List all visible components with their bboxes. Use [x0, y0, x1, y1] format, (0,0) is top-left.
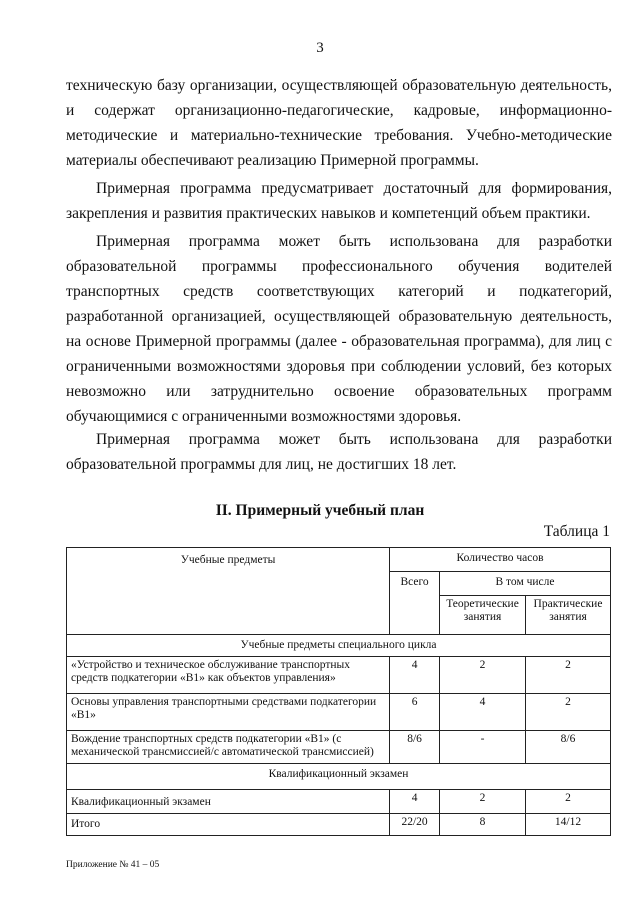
subject-name: Квалификационный экзамен: [67, 790, 390, 814]
section-exam: Квалификационный экзамен: [67, 764, 611, 790]
paragraph-2: [66, 176, 612, 226]
total-practice: 14/12: [526, 814, 611, 836]
header-including: В том числе: [440, 572, 611, 596]
hours-theory: 4: [440, 694, 526, 731]
hours-total: 4: [390, 790, 440, 814]
subject-name: «Устройство и техническое обслуживание транспортных средств подкатегории «B1» как объектов управления»: [67, 657, 390, 694]
paragraph-text: Примерная программа предусматривает достаточный для формирования, закрепления и развития практических навыков и компетенций объем практики.: [66, 180, 612, 222]
subject-name: Основы управления транспортными средствами подкатегории «B1»: [67, 694, 390, 731]
table-section-row: [67, 635, 611, 657]
page-number: 3: [316, 40, 324, 56]
paragraph-3: [66, 229, 612, 429]
hours-total: 6: [390, 694, 440, 731]
subject-name: Вождение транспортных средств подкатегории «B1» (с механической трансмиссией/с автоматической трансмиссией): [67, 731, 390, 764]
paragraph-1: [66, 73, 612, 173]
table-row: [67, 790, 611, 814]
header-practice: Практические занятия: [526, 596, 611, 635]
table-total-row: [67, 814, 611, 836]
header-total: Всего: [390, 572, 440, 635]
total-label: Итого: [67, 814, 390, 836]
paragraph-text: Примерная программа может быть использована для разработки образовательной программы для лиц, не достигших 18 лет.: [66, 431, 612, 473]
paragraph-4: [66, 427, 612, 477]
hours-theory: 2: [440, 657, 526, 694]
footer-note: Приложение № 41 – 05: [66, 860, 160, 870]
table-row: [67, 694, 611, 731]
hours-practice: 8/6: [526, 731, 611, 764]
hours-practice: 2: [526, 657, 611, 694]
hours-total: 8/6: [390, 731, 440, 764]
hours-practice: 2: [526, 694, 611, 731]
paragraph-text: Примерная программа может быть использована для разработки образовательной программы профессионального обучения водителей транспортных средств соответствующих категорий и подкатегорий, разработанной организацией, осуществляющей образовательную деятельность, на основе Примерной программы (далее - образовательная программа), для лиц с ограниченными возможностями здоровья при соблюдении условий, без которых невозможно или затруднительно освоение образовательных программ обучающимися с ограниченными возможностями здоровья.: [66, 233, 612, 425]
table-row: [67, 657, 611, 694]
total-theory: 8: [440, 814, 526, 836]
header-hours: Количество часов: [390, 548, 611, 572]
hours-theory: 2: [440, 790, 526, 814]
section-special: Учебные предметы специального цикла: [67, 635, 611, 657]
total-hours: 22/20: [390, 814, 440, 836]
header-theory: Теоретические занятия: [440, 596, 526, 635]
paragraph-text: техническую базу организации, осуществляющей образовательную деятельность, и содержат организационно-педагогические, кадровые, информационно-методические и материально-технические требования. Учебно-методические материалы обеспечивают реализацию Примерной программы.: [66, 77, 612, 169]
table-section-row: [67, 764, 611, 790]
table-label: Таблица 1: [543, 523, 610, 540]
hours-practice: 2: [526, 790, 611, 814]
section-title: II. Примерный учебный план: [215, 502, 425, 519]
hours-total: 4: [390, 657, 440, 694]
study-plan-table: [66, 547, 611, 836]
table-header-row: [67, 548, 611, 572]
table-row: [67, 731, 611, 764]
hours-theory: -: [440, 731, 526, 764]
header-subjects: Учебные предметы: [67, 548, 390, 635]
